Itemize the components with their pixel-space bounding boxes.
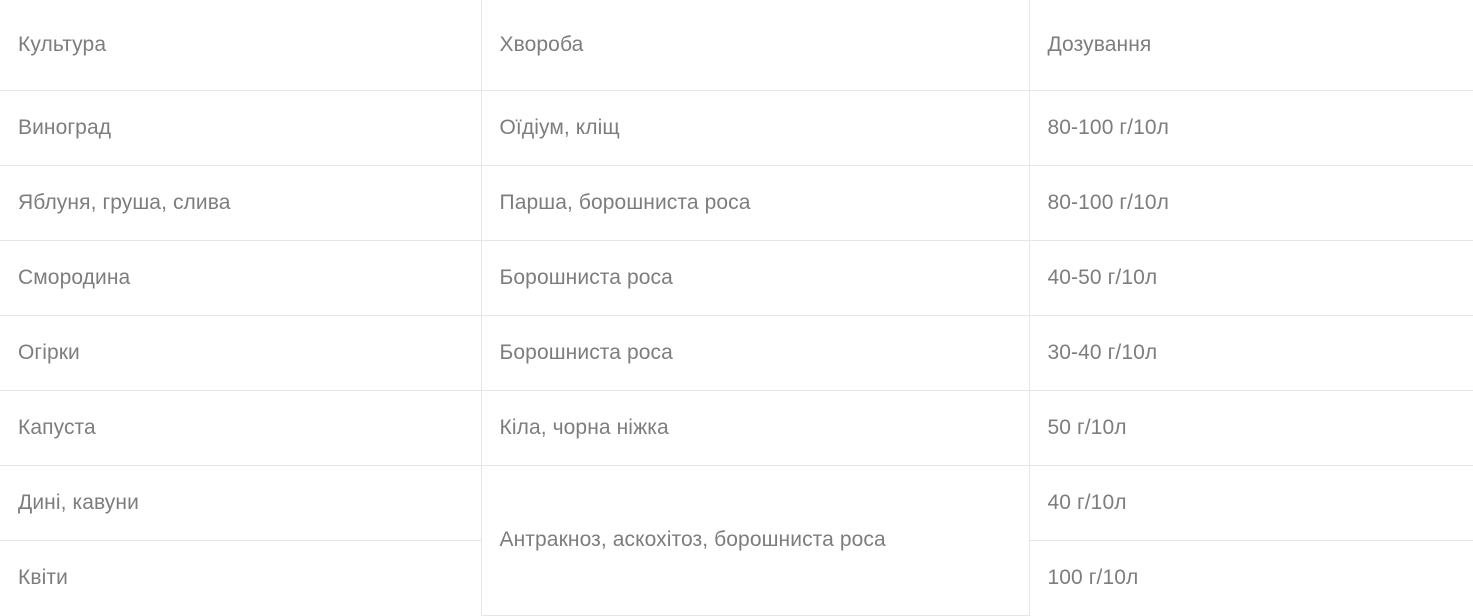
cell-dosage: 50 г/10л bbox=[1029, 391, 1473, 466]
table-row bbox=[0, 466, 1473, 541]
cell-culture: Виноград bbox=[0, 91, 481, 166]
cell-dosage: 30-40 г/10л bbox=[1029, 316, 1473, 391]
cell-disease: Борошниста роса bbox=[481, 316, 1029, 391]
table-row bbox=[0, 316, 1473, 391]
cell-culture: Смородина bbox=[0, 241, 481, 316]
cell-disease: Борошниста роса bbox=[481, 241, 1029, 316]
table-row bbox=[0, 91, 1473, 166]
column-header-disease: Хвороба bbox=[481, 0, 1029, 91]
cell-culture: Яблуня, груша, слива bbox=[0, 166, 481, 241]
cell-dosage: 40 г/10л bbox=[1029, 466, 1473, 541]
column-header-culture: Культура bbox=[0, 0, 481, 91]
cell-disease: Парша, борошниста роса bbox=[481, 166, 1029, 241]
cell-dosage: 40-50 г/10л bbox=[1029, 241, 1473, 316]
cell-dosage: 100 г/10л bbox=[1047, 566, 1139, 589]
cell-disease: Оїдіум, кліщ bbox=[481, 91, 1029, 166]
cell-disease: Кіла, чорна ніжка bbox=[481, 391, 1029, 466]
cell-dosage: 80-100 г/10л bbox=[1029, 91, 1473, 166]
cell-dosage: 80-100 г/10л bbox=[1029, 166, 1473, 241]
table-row bbox=[0, 241, 1473, 316]
table-header-row bbox=[0, 0, 1473, 91]
cell-culture: Квіти bbox=[0, 541, 481, 616]
cell-culture: Огірки bbox=[0, 316, 481, 391]
cell-culture: Дині, кавуни bbox=[0, 466, 481, 541]
cell-culture: Капуста bbox=[0, 391, 481, 466]
column-header-dosage: Дозування bbox=[1029, 0, 1473, 91]
cell-disease-merged: Антракноз, аскохітоз, борошниста роса bbox=[481, 466, 1029, 616]
table-row bbox=[0, 166, 1473, 241]
table-row bbox=[0, 391, 1473, 466]
